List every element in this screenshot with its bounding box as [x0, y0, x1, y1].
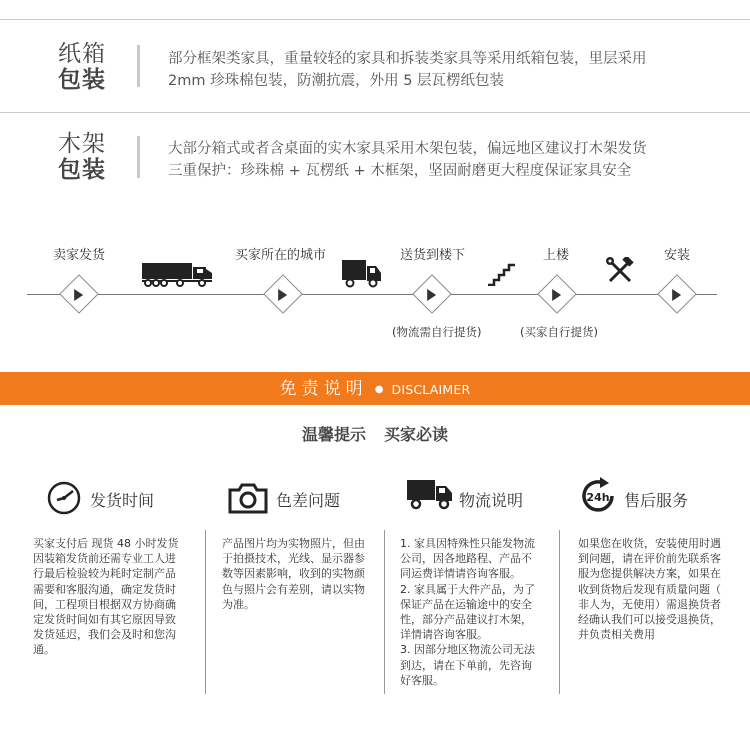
- text-line: 同运费详情请咨询客服。: [400, 567, 521, 581]
- after-sales-header: [578, 478, 738, 520]
- clock-icon: [46, 480, 82, 516]
- text-line: 1. 家具因特殊性只能发物流: [400, 537, 535, 550]
- shipping-time-header: [46, 478, 216, 520]
- text-line: 色与照片会有差别，请以实物: [222, 582, 365, 596]
- text-line: 定发货时间如有其它原因导致: [33, 613, 176, 627]
- disclaimer-banner: [0, 372, 750, 405]
- text-line: 并负责相关费用: [578, 628, 655, 642]
- text-line: 好客服。: [400, 673, 444, 687]
- flow-step-label-upstairs: 上楼: [543, 248, 570, 263]
- text-line: 到问题，请在评价前先联系客: [578, 552, 721, 566]
- carton-title-line1: 纸箱: [58, 41, 106, 67]
- wood-pack-title: [52, 131, 112, 183]
- after-sales-title: 售后服务: [624, 491, 689, 510]
- wood-title-line2: 包装: [58, 157, 106, 183]
- color-diff-text: [222, 536, 382, 612]
- flow-step-label-install: 安装: [664, 248, 691, 263]
- text-line: 保证产品在运输途中的安全: [400, 597, 532, 611]
- color-diff-header: [228, 478, 388, 520]
- wood-pack-desc: [168, 138, 728, 182]
- text-line: 通。: [33, 643, 55, 657]
- logistics-title: 物流说明: [459, 491, 524, 510]
- carton-pack-title: [52, 41, 112, 93]
- flow-node-5: [657, 274, 697, 314]
- text-line: 间，工程项目根据双方协商确: [33, 597, 176, 611]
- text-line: 性，部分产品建议打木架，: [400, 613, 532, 627]
- carton-pack-desc: [168, 48, 728, 92]
- text-line: 服为您提供解决方案，如果在: [578, 567, 721, 581]
- wood-title-line1: 木架: [58, 131, 106, 157]
- text-line: 为准。: [222, 597, 255, 611]
- play-arrow-icon: [672, 289, 681, 301]
- banner-title-cn: 免责说明: [279, 379, 368, 399]
- notice-subtitle: [0, 422, 750, 445]
- flow-node-1: [59, 274, 99, 314]
- flow-note-buyer-pickup: (买家自行提货): [520, 325, 598, 339]
- wood-divider-bar: [137, 136, 140, 178]
- flow-node-3: [412, 274, 452, 314]
- carton-desc-line1: 部分框架类家具，重量较轻的家具和拆装类家具等采用纸箱包装，里层采用: [168, 51, 647, 67]
- text-line: 3. 因部分地区物流公司无法: [400, 643, 535, 657]
- flow-step-label-seller-ships: 卖家发货: [53, 248, 106, 263]
- play-arrow-icon: [427, 289, 436, 301]
- text-line: 行最后检验较为耗时定制产品: [33, 567, 176, 581]
- wood-desc-line1: 大部分箱式或者含桌面的实木家具采用木架包装，偏远地区建议打木架发货: [168, 141, 647, 157]
- flow-node-2: [263, 274, 303, 314]
- color-diff-title: 色差问题: [276, 491, 341, 510]
- column-separator: [205, 530, 206, 694]
- column-separator: [384, 530, 385, 694]
- banner-dot-icon: ●: [374, 384, 384, 395]
- after-sales-text: [578, 536, 738, 642]
- text-line: 非人为，无使用）需退换货者: [578, 597, 721, 611]
- middle-divider: [0, 112, 750, 113]
- text-line: 公司，因各地路程、产品不: [400, 552, 532, 566]
- banner-title-en: DISCLAIMER: [391, 382, 471, 397]
- column-separator: [559, 530, 560, 694]
- text-line: 产品图片均为实物照片，但由: [222, 537, 365, 550]
- carton-title-line2: 包装: [58, 67, 106, 93]
- flow-step-label-downstairs: 送货到楼下: [400, 248, 466, 263]
- text-line: 因装箱发货前还需专业工人进: [33, 552, 176, 566]
- logistics-text: [400, 536, 560, 688]
- wood-desc-line2: 三重保护：珍珠棉 + 瓦楞纸 + 木框架，坚固耐磨更大程度保证家具安全: [168, 163, 632, 179]
- subtitle-part2: 买家必读: [384, 425, 449, 444]
- text-line: 2. 家具属于大件产品，为了: [400, 582, 535, 596]
- text-line: 经确认我们可以接受退换货，: [578, 613, 721, 627]
- flow-step-label-buyer-city: 买家所在的城市: [235, 248, 327, 263]
- text-line: 到达，请在下单前，先咨询: [400, 658, 532, 672]
- carton-desc-line2: 2mm 珍珠棉包装，防潮抗震，外用 5 层瓦楞纸包装: [168, 73, 505, 89]
- flow-node-4: [537, 274, 577, 314]
- flow-note-logistics-pickup: (物流需自行提货): [392, 325, 482, 339]
- logistics-header: [407, 478, 567, 520]
- 24h-label: 24h: [586, 491, 610, 504]
- 24h-service-icon: [578, 476, 618, 516]
- truck-icon: [407, 480, 455, 510]
- play-arrow-icon: [74, 289, 83, 301]
- carton-divider-bar: [137, 45, 140, 87]
- text-line: 买家支付后 现货 48 小时发货: [33, 537, 179, 550]
- tools-icon: [606, 257, 634, 285]
- play-arrow-icon: [278, 289, 287, 301]
- play-arrow-icon: [552, 289, 561, 301]
- semi-truck-icon: [142, 262, 214, 288]
- top-divider: [0, 19, 750, 20]
- text-line: 如果您在收货，安装使用时遇: [578, 537, 721, 550]
- text-line: 于拍摄技术，光线、显示器参: [222, 552, 365, 566]
- text-line: 收到货物后发现有质量问题（: [578, 582, 721, 596]
- shipping-time-text: [33, 536, 193, 658]
- text-line: 数等因素影响，收到的实物颜: [222, 567, 365, 581]
- stairs-icon: [488, 262, 518, 286]
- text-line: 详情请咨询客服。: [400, 628, 488, 642]
- text-line: 发货延迟，我们会及时和您沟: [33, 628, 176, 642]
- camera-icon: [228, 482, 268, 514]
- shipping-time-title: 发货时间: [90, 491, 155, 510]
- text-line: 需要和客服沟通，确定发货时: [33, 582, 176, 596]
- delivery-truck-icon: [342, 260, 382, 288]
- flow-line: [27, 294, 717, 295]
- subtitle-part1: 温馨提示: [301, 425, 366, 444]
